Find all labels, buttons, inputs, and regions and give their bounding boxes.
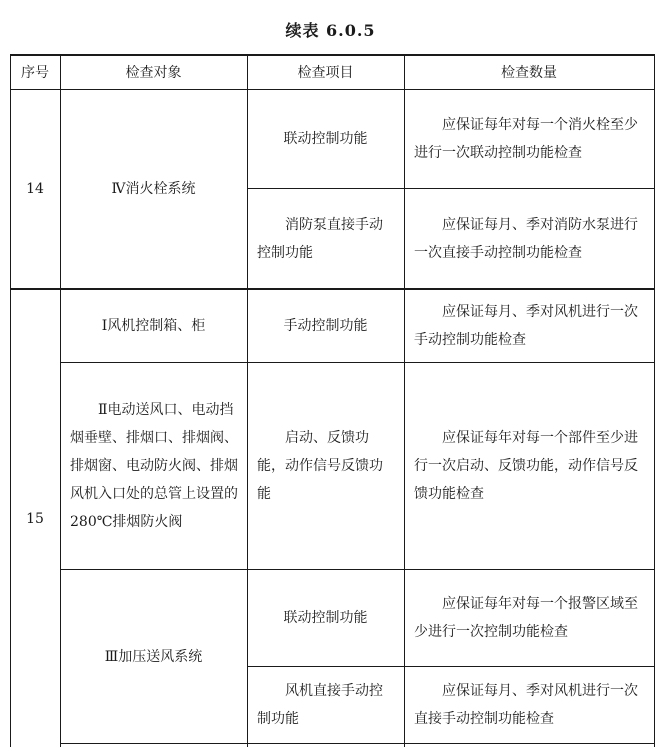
- table-border-right: [654, 54, 655, 747]
- row15-quantity-3b: 应保证每月、季对风机进行一次直接手动控制功能检查: [414, 683, 638, 727]
- row-divider-bottom: [60, 743, 655, 744]
- header-seq: 序号: [21, 64, 49, 81]
- row15-item-3b: 风机直接手动控制功能: [257, 683, 383, 727]
- row14-item-1: 联动控制功能: [283, 131, 368, 147]
- header-item: 检查项目: [297, 64, 354, 81]
- row15-item-2: 启动、反馈功能，动作信号反馈功能: [257, 430, 383, 502]
- row15-item-1: 手动控制功能: [283, 318, 368, 334]
- row14-quantity-1: 应保证每年对每一个消火栓至少进行一次联动控制功能检查: [414, 117, 638, 161]
- table-title: 续表 6.0.5: [285, 21, 376, 40]
- row15-quantity-1: 应保证每月、季对风机进行一次手动控制功能检查: [414, 304, 638, 348]
- row15-seq: 15: [26, 510, 44, 527]
- row15-object-3: Ⅲ加压送风系统: [104, 648, 203, 665]
- row14-seq: 14: [26, 181, 44, 197]
- row15-quantity-2: 应保证每年对每一个部件至少进行一次启动、反馈功能，动作信号反馈功能检查: [414, 430, 638, 502]
- row15-object-2: Ⅱ电动送风口、电动挡烟垂壁、排烟口、排烟阀、排烟窗、电动防火阀、排烟风机入口处的总管上设置的280℃排烟防火阀: [70, 402, 238, 530]
- row15-item-3a: 联动控制功能: [283, 610, 368, 626]
- row14-object: Ⅳ消火栓系统: [111, 181, 196, 197]
- header-quantity: 检查数量: [501, 64, 557, 81]
- row15-object-1: Ⅰ风机控制箱、柜: [101, 318, 206, 334]
- header-object: 检查对象: [125, 64, 182, 81]
- row14-quantity-2: 应保证每月、季对消防水泵进行一次直接手动控制功能检查: [414, 216, 638, 261]
- row14-item-2: 消防泵直接手动控制功能: [257, 216, 383, 261]
- row15-quantity-3a: 应保证每年对每一个报警区域至少进行一次控制功能检查: [414, 596, 638, 640]
